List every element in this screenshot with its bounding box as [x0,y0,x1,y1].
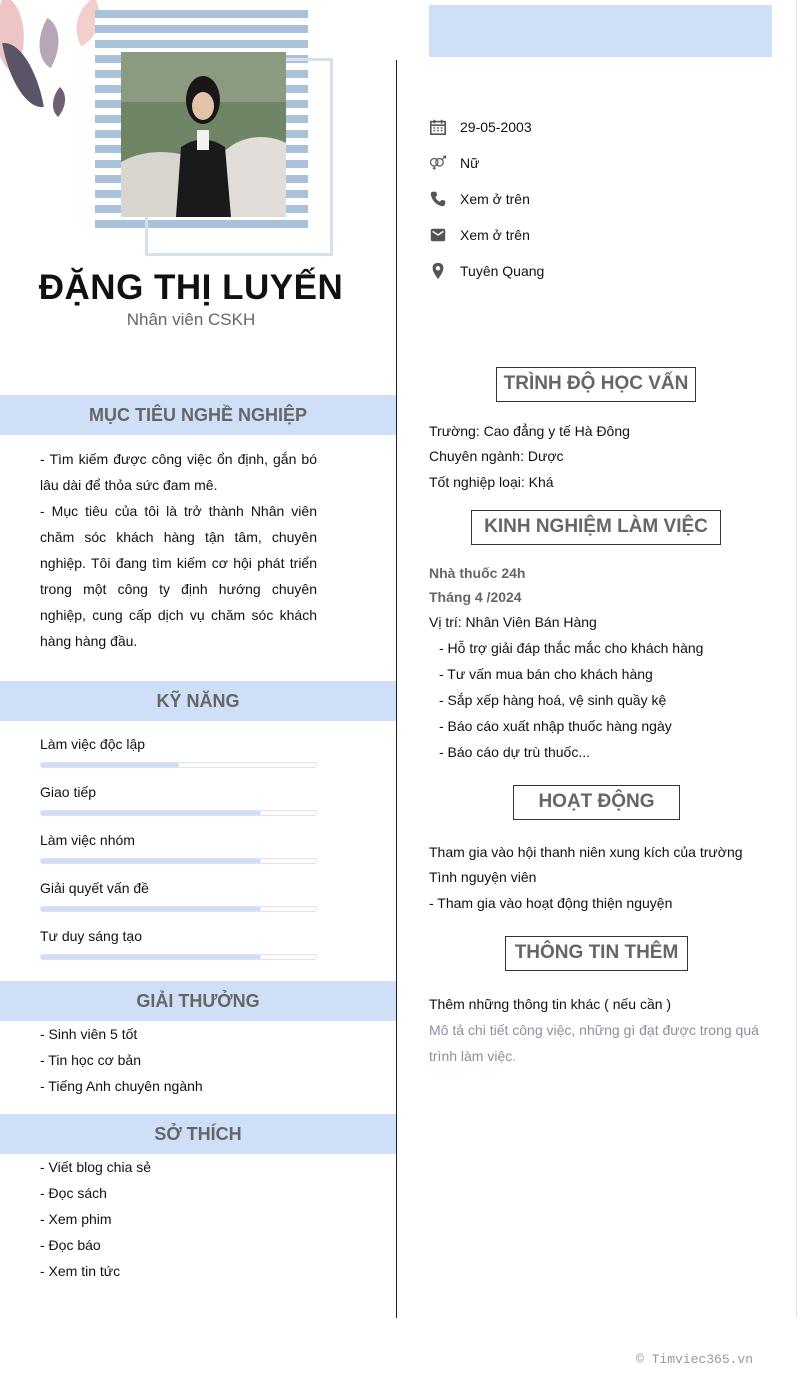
location-icon [429,262,447,280]
email-text: Xem ở trên [460,227,530,243]
skill-label: Giải quyết vấn đề [40,880,149,896]
mail-icon [429,226,447,244]
hobby-item: - Đọc báo [40,1237,101,1253]
gender-icon [429,154,447,172]
hobby-item: - Xem tin tức [40,1263,121,1279]
education-heading: TRÌNH ĐỘ HỌC VẤN [496,367,696,402]
hobbies-heading: SỞ THÍCH [0,1114,396,1154]
header-accent-box [429,5,772,57]
activity-line: Tình nguyện viên [429,869,537,885]
activity-line: - Tham gia vào hoạt động thiện nguyện [429,895,673,911]
objective-text: - Tìm kiếm được công việc ổn định, gắn bó lâu dài để thỏa sức đam mê. - Mục tiêu của tôi là trở thành Nhân viên chăm sóc khách hàng tận tâm, chuyên nghiệp. Tôi đang tìm kiếm cơ hội phát triển trong một công ty định hướng chuyên nghiệp, cung cấp dịch vụ chăm sóc khách hàng hàng đầu. [40,451,317,649]
skill-level-fill [41,763,179,767]
skill-label: Làm việc nhóm [40,832,135,848]
skill-level-bar [40,954,317,960]
skill-level-fill [41,811,261,815]
contact-gender [429,154,479,172]
education-line: Trường: Cao đẳng y tế Hà Đông [429,423,630,439]
extra-info-line: Thêm những thông tin khác ( nếu cần ) [429,996,672,1012]
contact-email [429,226,530,244]
column-divider [396,60,397,1318]
experience-task: - Báo cáo dự trù thuốc... [439,744,591,760]
skill-level-bar [40,762,317,768]
skill-label: Giao tiếp [40,784,97,800]
hobby-item: - Viết blog chia sẻ [40,1159,152,1175]
experience-task: - Hỗ trợ giải đáp thắc mắc cho khách hàng [439,640,704,656]
contact-phone [429,190,530,208]
award-item: - Sinh viên 5 tốt [40,1026,138,1042]
skill-level-bar [40,810,317,816]
phone-text: Xem ở trên [460,191,530,207]
award-item: - Tiếng Anh chuyên ngành [40,1078,203,1094]
awards-heading: GIẢI THƯỞNG [0,981,396,1021]
contact-location [429,262,544,280]
hobby-item: - Xem phim [40,1211,112,1227]
extra-info-hint: Mô tả chi tiết công việc, những gì đạt được trong quá trình làm việc. [429,1022,759,1064]
education-line: Tốt nghiệp loại: Khá [429,474,554,490]
education-line: Chuyên ngành: Dược [429,448,564,464]
extra-info-heading: THÔNG TIN THÊM [505,936,688,971]
skills-heading: KỸ NĂNG [0,681,396,721]
experience-task: - Báo cáo xuất nhập thuốc hàng ngày [439,718,672,734]
profile-name: ĐẶNG THỊ LUYẾN [38,268,344,307]
experience-heading: KINH NGHIỆM LÀM VIỆC [471,510,721,545]
contact-birthdate [429,118,532,136]
skill-level-fill [41,907,261,911]
birthdate-text: 29-05-2003 [460,119,532,135]
experience-task: - Tư vấn mua bán cho khách hàng [439,666,653,682]
experience-position: Vị trí: Nhân Viên Bán Hàng [429,614,597,630]
skill-level-bar [40,858,317,864]
experience-task: - Sắp xếp hàng hoá, vệ sinh quầy kệ [439,692,667,708]
location-text: Tuyên Quang [460,263,545,279]
objective-heading: MỤC TIÊU NGHỀ NGHIỆP [0,395,396,435]
skill-label: Tư duy sáng tạo [40,928,142,944]
activity-line: Tham gia vào hội thanh niên xung kích của trường [429,844,743,860]
gender-text: Nữ [460,155,480,171]
skill-label: Làm việc độc lập [40,736,146,752]
skill-level-bar [40,906,317,912]
award-item: - Tin học cơ bản [40,1052,142,1068]
profile-photo [121,52,286,217]
profile-job-title: Nhân viên CSKH [126,310,256,329]
activities-heading: HOẠT ĐỘNG [513,785,680,820]
footer-watermark: © Timviec365.vn [636,1352,754,1367]
phone-icon [429,190,447,208]
skill-level-fill [41,955,261,959]
hobby-item: - Đọc sách [40,1185,107,1201]
experience-period: Tháng 4 /2024 [429,589,522,605]
experience-company: Nhà thuốc 24h [429,565,526,581]
calendar-icon [429,118,447,136]
page-edge [796,0,797,1318]
skill-level-fill [41,859,261,863]
